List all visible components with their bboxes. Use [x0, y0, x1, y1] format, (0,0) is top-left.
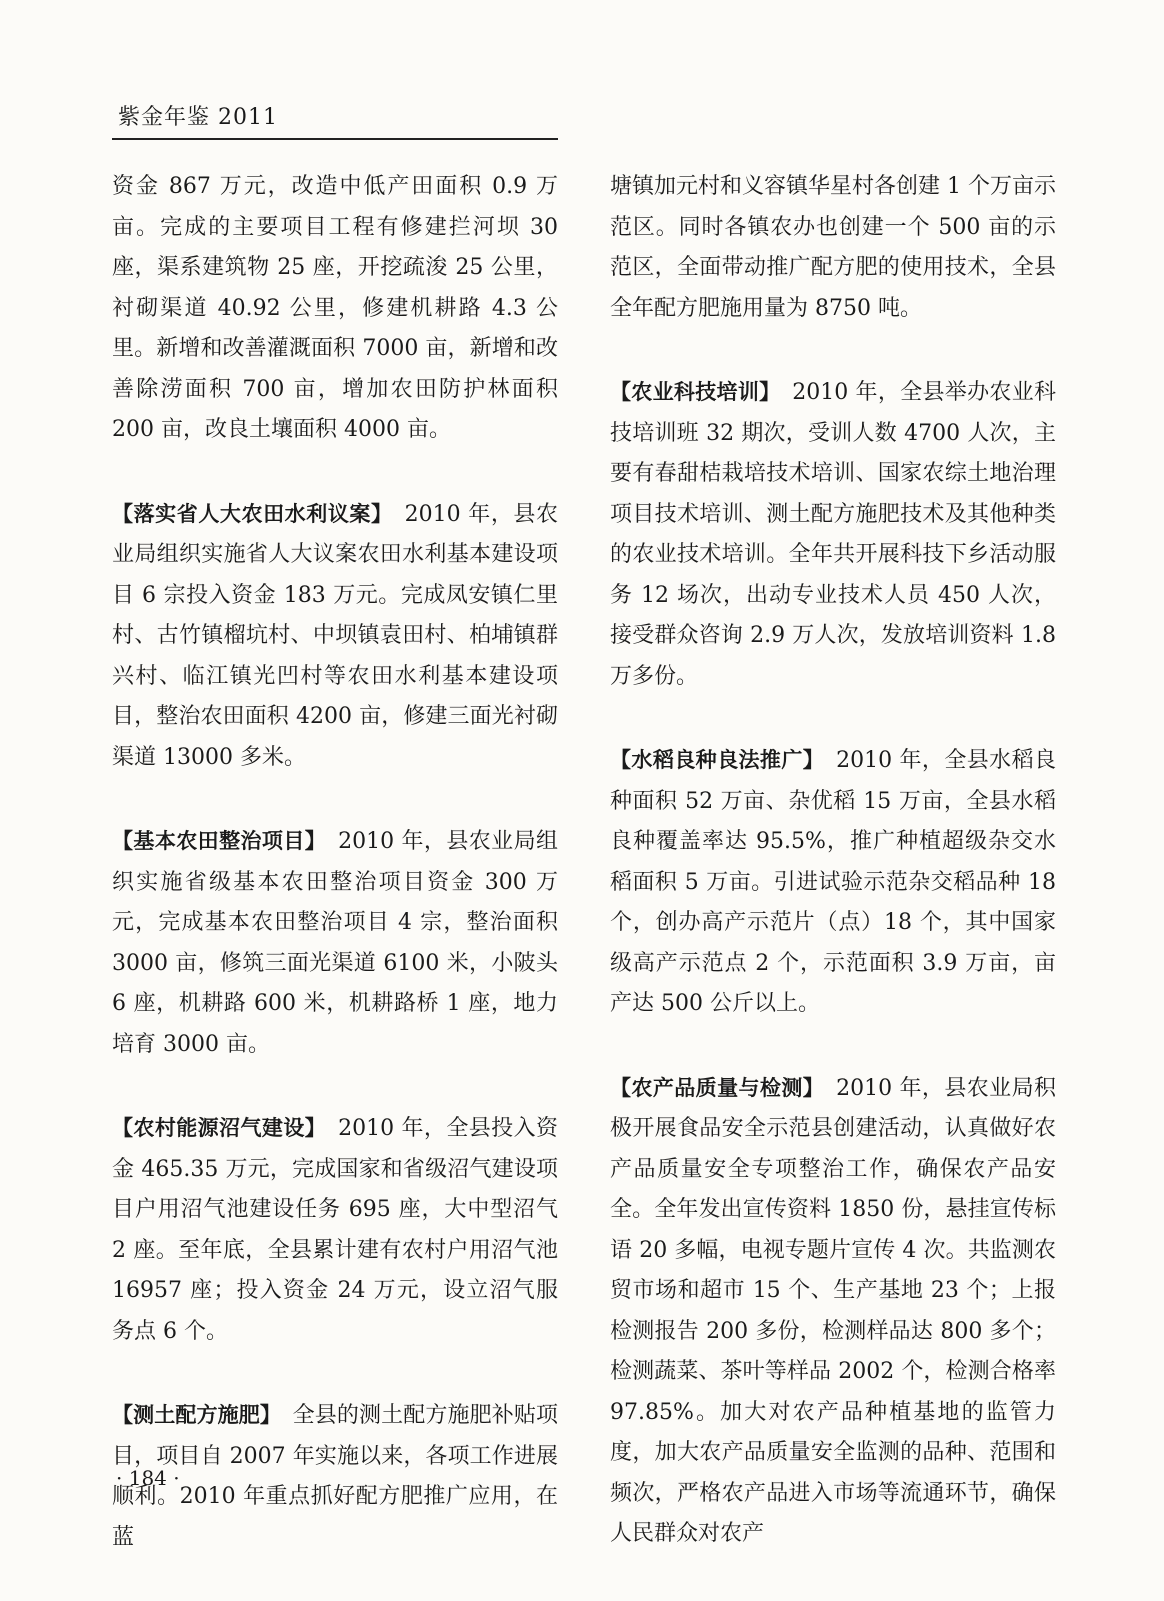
section-heading: 【基本农田整治项目】 — [112, 829, 316, 853]
paragraph-body: 2010 年，全县举办农业科技培训班 32 期次，受训人数 4700 人次，主要有春甜桔栽培技术培训、国家农综土地治理项目技术培训、测土配方施肥技术及其他种类的农业技术培训。全年共开展科技下乡活动服务 12 场次，出动专业技术人员 450 人次，接受群众咨询 2.9 万人次，发放培训资料 1.8 万多份。 — [610, 380, 1056, 689]
running-header-title: 紫金年鉴 2011 — [118, 105, 278, 130]
header-rule — [112, 138, 558, 140]
paragraph-continued — [610, 166, 1056, 329]
paragraph-product-quality-testing — [610, 1068, 1056, 1555]
paragraph-rural-biogas — [112, 1108, 558, 1352]
right-column — [610, 166, 1056, 1598]
paragraph-body: 2010 年，县农业局组织实施省人大议案农田水利基本建设项目 6 宗投入资金 183 万元。完成凤安镇仁里村、古竹镇榴坑村、中坝镇袁田村、柏埔镇群兴村、临江镇光凹村等农田水利基本建设项目，整治农田面积 4200 亩，修建三面光衬砌渠道 13000 多米。 — [112, 501, 558, 770]
paragraph-body: 全县的测土配方施肥补贴项目，项目自 2007 年实施以来，各项工作进展顺利。2010 年重点抓好配方肥推广应用，在蓝 — [112, 1403, 558, 1550]
section-heading: 【农产品质量与检测】 — [610, 1075, 814, 1100]
section-heading: 【农业科技培训】 — [610, 380, 770, 404]
paragraph-provincial-farmland-water-bill — [112, 494, 558, 779]
paragraph-basic-farmland-improvement — [112, 821, 558, 1065]
paragraph-body: 塘镇加元村和义容镇华星村各创建 1 个万亩示范区。同时各镇农办也创建一个 500 亩的示范区，全面带动推广配方肥的使用技术，全县全年配方肥施用量为 8750 吨。 — [610, 174, 1056, 321]
left-column — [112, 166, 558, 1601]
section-heading: 【水稻良种良法推广】 — [610, 748, 814, 772]
paragraph-body: 2010 年，全县水稻良种面积 52 万亩、杂优稻 15 万亩，全县水稻良种覆盖率达 95.5%，推广种植超级杂交水稻面积 5 万亩。引进试验示范杂交稻品种 18 个，创办高产示范片（点）18 个，其中国家级高产示范点 2 个，示范面积 3.9 万亩，亩产达 500 公斤以上。 — [610, 748, 1057, 1016]
paragraph-agri-tech-training — [610, 372, 1056, 697]
paragraph-body: 资金 867 万元，改造中低产田面积 0.9 万亩。完成的主要项目工程有修建拦河坝 30 座，渠系建筑物 25 座，开挖疏浚 25 公里，衬砌渠道 40.92 公里，修建机耕路 4.3 公里。新增和改善灌溉面积 7000 亩，新增和改善除涝面积 700 亩，增加农田防护林面积 200 亩，改良土壤面积 4000 亩。 — [112, 174, 558, 442]
paragraph-body: 2010 年，县农业局组织实施省级基本农田整治项目资金 300 万元，完成基本农田整治项目 4 宗，整治面积 3000 亩，修筑三面光渠道 6100 米，小陂头 6 座，机耕路 600 米，机耕路桥 1 座，地力培育 3000 亩。 — [112, 829, 559, 1057]
section-heading: 【测土配方施肥】 — [112, 1403, 271, 1427]
section-heading: 【落实省人大农田水利议案】 — [112, 501, 383, 526]
paragraph-continued — [112, 166, 558, 451]
paragraph-rice-promotion — [610, 740, 1056, 1025]
page-number: · 184 · — [116, 1466, 180, 1490]
paragraph-body: 2010 年，全县投入资金 465.35 万元，完成国家和省级沼气建设项目户用沼气池建设任务 695 座，大中型沼气 2 座。至年底，全县累计建有农村户用沼气池 16957 座；投入资金 24 万元，设立沼气服务点 6 个。 — [112, 1116, 559, 1344]
paragraph-body: 2010 年，县农业局积极开展食品安全示范县创建活动，认真做好农产品质量安全专项整治工作，确保农产品安全。全年发出宣传资料 1850 份，悬挂宣传标语 20 多幅，电视专题片宣传 4 次。共监测农贸市场和超市 15 个、生产基地 23 个；上报检测报告 200 多份，检测样品达 800 多个；检测蔬菜、茶叶等样品 2002 个，检测合格率 97.85%。加大对农产品种植基地的监管力度，加大农产品质量安全监测的品种、范围和频次，严格农产品进入市场等流通环节，确保人民群众对农产 — [610, 1075, 1057, 1546]
section-heading: 【农村能源沼气建设】 — [112, 1116, 316, 1140]
